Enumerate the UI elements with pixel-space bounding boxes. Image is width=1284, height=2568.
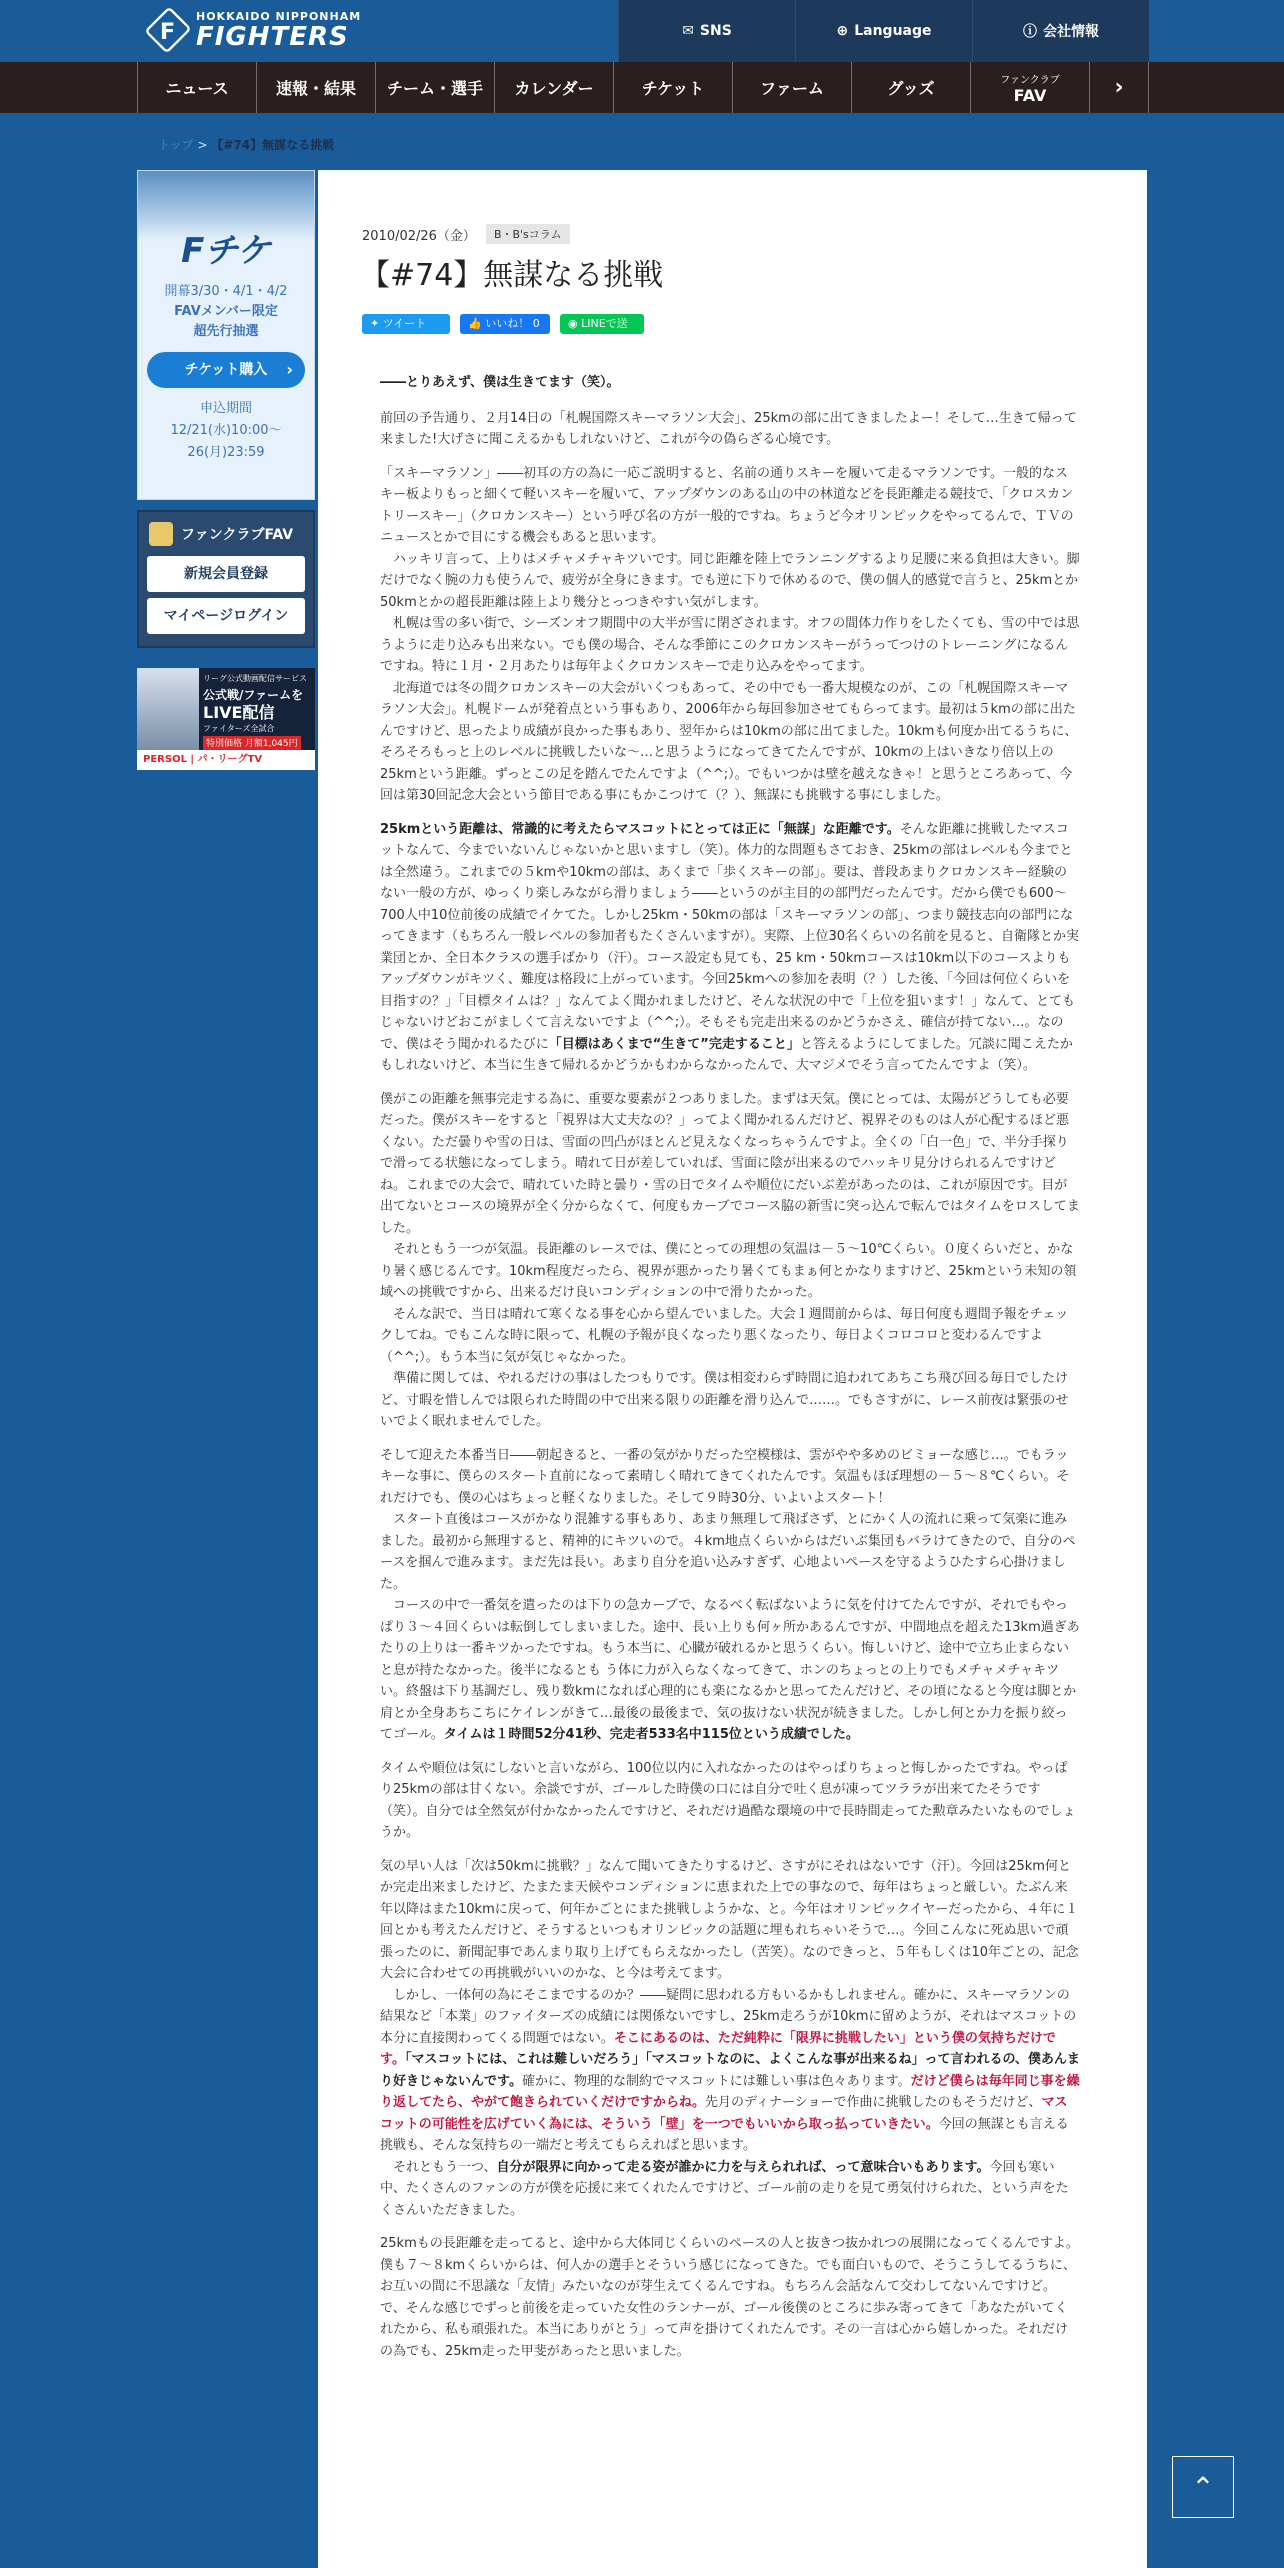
article-paragraph: 25kmという距離は、常識的に考えたらマスコットにとっては正に「無謀」な距離です。そんな距離に挑戦したマスコットなんて、今までいないんじゃないかと思いますし（笑）。体力的な問題もさておき、25kmの部はレベルも今までとは全然違う。これまでの５kmや10kmの部は、あくまで「歩くスキーの部」。要は、普段あまりクロカンスキー経験のない一般の方が、ゆっくり楽しみながら滑りましょう――というのが主目的の部門だったんです。だから僕でも600～700人中10位前後の成績でイケてた。しかし25km・50kmの部は「スキーマラソンの部」、つまり競技志向の部門になってきます（もちろん一般レベルの参加者もたくさんいますが）。実際、上位30名くらいの名前を見ると、自衛隊とか実業団とか、全日本クラスの選手ばかり（汗）。コース設定も見ても、25 km・50kmコースは10km以下のコースよりもアップダウンがキツく、難度は格段に上がっています。今回25kmへの参加を表明（？）した後、「今回は何位くらいを目指すの？」「目標タイムは？」なんてよく聞かれましたけど、そんな状況の中で「上位を狙います！」なんて、とてもじゃないけどおこがましくて言えないですよ（^^;）。そもそも完走出来るのかどうかさえ、確信が持てない…。なので、僕はそう聞かれるたびに「目標はあくまで“生きて”完走すること」と答えるようにしてました。冗談に聞こえたかもしれないけど、本当に生きて帰れるかどうかもわからなかったんで、大マジメでそう言ってたんですよ（笑）。 — [380, 821, 1080, 1073]
utility-language[interactable]: ⊕ Language — [795, 0, 972, 62]
globe-icon: ⊕ — [836, 23, 849, 39]
line-icon: ◉ — [568, 317, 582, 330]
pacific-league-tv-ad[interactable] — [137, 668, 315, 770]
register-button[interactable]: 新規会員登録 — [147, 556, 305, 592]
post-meta — [362, 224, 570, 244]
breadcrumb: トップ > 【#74】無謀なる挑戦 — [158, 138, 335, 152]
fanclub-box — [137, 510, 315, 648]
utility-company-info[interactable]: ⓘ 会社情報 — [972, 0, 1149, 62]
nav-item-results[interactable]: 速報・結果 — [256, 62, 375, 113]
ticket-lottery: 超先行抽選 — [193, 324, 259, 339]
article-paragraph: そして迎えた本番当日――朝起きると、一番の気がかりだった空模様は、雲がやや多めのビミョーな感じ…。でもラッキーな事に、僕らのスタート直前になって素晴しく晴れてきてくれたんです。気温もほぼ理想の－５～８℃くらい。それだけでも、僕の心はちょっと軽くなりました。そして９時30分、いよいよスタート！ スタート直後はコースがかなり混雑する事もあり、あまり無理して飛ばさず、とにかく人の流れに乗って気楽に進みました。最初から無理すると、精神的にキツいので。４km地点くらいからはだいぶ集団もバラけてきたので、自分のペースを掴んで進みます。まだ先は長い。あまり自分を追い込みすぎず、心地よいペースを守るようひたすら心掛けました。 コースの中で一番気を遣ったのは下りの急カーブで、なるべく転ばないように気を付けてたんですが、それでもやっぱり３～４回くらいは転倒してしまいました。途中、長い上りも何ヶ所かあるんですが、中間地点を超えた13km過ぎあたりの上りは一番キツかったですね。もう本当に、心臓が破れるかと思うくらい。悔しいけど、途中で立ち止まらないと息が持たなかった。後半になるとも う体に力が入らなくなってきて、ホンのちょっとの上りでもメチャメチャキツい。終盤は下り基調だし、残り数kmになれば心理的にも楽になるかと思ってたんだけど、その頃になると今度は脚とか肩とか全身あちこちにケイレンがきて…最後の最後まで、気の抜けない状況が続きました。しかし何とか力を振り絞ってゴール。タイムは１時間52分41秒、完走者533名中115位という成績でした。 — [380, 1447, 1080, 1742]
chevron-right-icon: › — [286, 360, 293, 379]
article-paragraph: 前回の予告通り、２月14日の「札幌国際スキーマラソン大会」、25kmの部に出てきましたよー！そして…生きて帰って来ました!大げさに聞こえるかもしれないけど、これが今の偽らざる心境です。 — [380, 410, 1077, 447]
nav-item-fanclub[interactable]: ファンクラブ FAV — [970, 62, 1089, 113]
share-buttons — [362, 314, 644, 350]
logo-small-text: HOKKAIDO NIPPONHAM — [196, 9, 362, 23]
site-logo[interactable] — [148, 8, 361, 52]
article-paragraph: 気の早い人は「次は50kmに挑戦？」なんて聞いてきたりするけど、さすがにそれはないです（汗）。今回は25km何とか完走出来ましたけど、たまたま天候やコンディションに恵まれた上での事なので、毎年はちょっと厳しい。たぶん来年以降はまた10kmに戻って、何年かごとにまた挑戦しようかな、と。今年はオリンピックイヤーだったから、４年に１回とかも考えたんだけど、そうするといつもオリンピックの話題に埋もれちゃいそうで…。今回こんなに死ぬ思いで頑張ったのに、新聞記事であんまり取り上げてもらえなかったし（苦笑）。なのできっと、５年もしくは10年ごとの、記念大会に合わせての再挑戦がいいのかな、と今は考えてます。 しかし、一体何の為にそこまでするのか？――疑問に思われる方もいるかもしれません。確かに、スキーマラソンの結果など「本業」のファイターズの成績には関係ないですし、25km走ろうが10kmに留めようが、それはマスコットの本分に直接関わってくる問題ではない。そこにあるのは、ただ純粋に「限界に挑戦したい」という僕の気持ちだけです。「マスコットには、これは難しいだろう」「マスコットなのに、よくこんな事が出来るね」って言われるの、僕あんまり好きじゃないんです。確かに、物理的な制約でマスコットには難しい事は色々あります。だけど僕らは毎年同じ事を繰り返してたら、やがて飽きられていくだけですからね。先月のディナーショーで作曲に挑戦したのもそうだけど、マスコットの可能性を広げていく為には、そういう「壁」を一つでもいいから取っ払っていきたい。今回の無謀とも言える挑戦も、そんな気持ちの一端だと考えてもらえればと思います。 それともう一つ、自分が限界に向かって走る姿が誰かに力を与えられれば、って意味合いもあります。今回も寒い中、たくさんのファンの方が僕を応援に来てくれたんですけど、ゴール前の走りを見て勇気付けられた、という声をたくさんいただきました。 — [380, 1858, 1080, 2218]
breadcrumb-current: 【#74】無謀なる挑戦 — [211, 138, 335, 152]
tweet-button[interactable]: ✦ ツイート — [362, 314, 450, 334]
utility-nav — [618, 0, 1149, 62]
breadcrumb-home[interactable]: トップ — [158, 138, 194, 152]
mypage-login-button[interactable]: マイページログイン — [147, 598, 305, 634]
ad-footer: PERSOL | パ・リーグTV — [137, 750, 315, 770]
ad-line4: ファイターズ全試合 — [203, 724, 275, 733]
article-paragraph: 僕がこの距離を無事完走する為に、重要な要素が２つありました。まずは天気。僕にとっては、太陽がどうしても必要だった。僕がスキーをすると「視界は大丈夫なの？」ってよく聞かれるんだけど、視界そのものは人が心配するほど悪くない。ただ曇りや雪の日は、雪面の凹凸がほとんど見えなくなっちゃうんですよ。全くの「白一色」で、半分手探りで滑ってる状態になってしまう。晴れて日が差していれば、雪面に陰が出来るのでハッキリ見分けられるんですけどね。これまでの大会で、晴れていた時と曇り・雪の日でタイムや順位にだいぶ差があったのは、これが原因です。目が出てないとコースの境界が全く分からなくて、何度もカーブでコース脇の新雪に突っ込んで転んではタイムをロスしてました。 それともう一つが気温。長距離のレースでは、僕にとっての理想の気温は－５～10℃くらい。０度くらいだと、かなり暑く感じるんです。10km程度だったら、視界が悪かったり暑くてもまぁ何とかなりますけど、25kmという未知の領域への挑戦ですから、出来るだけ良いコンディションの中で滑りたかった。 そんな訳で、当日は晴れて寒くなる事を心から望んでいました。大会１週間前からは、毎日何度も週間予報をチェックしてね。でもこんな時に限って、札幌の予報が良くなったり悪くなったり、毎日よくコロコロと変わるんですよ（^^;）。もう本当に気が気じゃなかった。 準備に関しては、やれるだけの事はしたつもりです。僕は相変わらず時間に追われてあちこち飛び回る毎日でしたけど、寸暇を惜しんでは限られた時間の中で出来る限りの距離を滑り込んで……。でもさすがに、レース前夜は緊張のせいでよく眠れませんでした。 — [380, 1091, 1080, 1429]
category-badge[interactable]: B・B'sコラム — [486, 224, 570, 244]
ticket-period-start: 12/21(水)10:00〜 — [170, 423, 282, 438]
post-date: 2010/02/26（金） — [362, 228, 476, 244]
nav-item-farm[interactable]: ファーム — [732, 62, 851, 113]
logo-big-text: FIGHTERS — [196, 21, 349, 52]
nav-item-news[interactable]: ニュース — [137, 62, 256, 113]
nav-item-goods[interactable]: グッズ — [851, 62, 970, 113]
ad-price: 特別価格 月額1,045円 — [203, 736, 301, 752]
fticket-logo: Fチケ — [181, 231, 271, 271]
nav-item-calendar[interactable]: カレンダー — [494, 62, 613, 113]
chat-icon: ✉ — [682, 23, 694, 39]
site-header — [0, 0, 1284, 62]
page-top-button[interactable]: ⌃ — [1172, 2456, 1234, 2518]
thumbs-up-icon: 👍 — [468, 317, 486, 330]
ad-line3: LIVE配信 — [203, 703, 275, 722]
ad-line2: 公式戦/ファームを — [203, 688, 304, 702]
ticket-opening-dates: 開幕3/30・4/1・4/2 — [164, 284, 288, 299]
facebook-like-button[interactable]: 👍 いいね！ 0 — [460, 314, 550, 334]
fanclub-title: ファンクラブFAV — [143, 518, 309, 550]
ticket-purchase-button[interactable]: チケット購入 › — [147, 352, 305, 388]
ticket-period-label: 申込期間 — [199, 401, 252, 416]
sidebar — [137, 170, 315, 770]
page-title: 【#74】無謀なる挑戦 — [360, 258, 664, 293]
article-paragraph: 「スキーマラソン」――初耳の方の為に一応ご説明すると、名前の通りスキーを履いて走るマラソンです。一般的なスキー板よりもっと細くて軽いスキーを履いて、アップダウンのある山の中の林道などを長距離走る競技で、「クロスカントリースキー」（クロカンスキー）という呼び名の方が一般的ですね。ちょうど今オリンピックをやってるんで、ＴＶのニュースとかで目にする機会もあると思います。 ハッキリ言って、上りはメチャメチャキツいです。同じ距離を陸上でランニングするより足腰に来る負担は大きい。脚だけでなく腕の力も使うんで、疲労が全身にきます。でも逆に下りで休めるので、僕の個人的感覚で言うと、25kmとか50kmとかの超長距離は陸上より幾分とっつきやすい気がします。 札幌は雪の多い街で、シーズンオフ期間中の大半が雪に閉ざされます。オフの間体力作りをしたくても、雪の中では思うように走り込みも出来ない。でも僕の場合、そんな季節にこのクロカンスキーがうってつけのトレーニングになるんですね。特に１月・２月あたりは毎年よくクロカンスキーで走り込みをやってます。 北海道では冬の間クロカンスキーの大会がいくつもあって、その中でも一番大規模なのが、この「札幌国際スキーマラソン大会」。札幌ドームが発着点という事もあり、2006年から毎回参加させてもらってます。最初は５kmの部に出たんですけど、思ったより成績が良かった事もあり、翌年からは10kmの部に出てました。10kmも何度か出てるうちに、そろそろもっと上のレベルに挑戦したいな～…と思うようになってきてたんですが、10kmの上はいきなり倍以上の25kmという距離。ずっとこの足を踏んでたんですよ（^^;）。でもいつかは壁を越えなきゃ！と思うところあって、今回は第30回記念大会という節目である事にもかこつけて（？）、無謀にも挑戦する事にしました。 — [380, 465, 1080, 803]
logo-mark-icon: F — [144, 6, 192, 54]
ticket-member-limited: FAVメンバー限定 — [174, 304, 278, 319]
nav-next-icon[interactable]: › — [1089, 62, 1149, 113]
player-image — [137, 668, 199, 750]
global-nav — [0, 62, 1284, 113]
ad-line1: リーグ公式動画配信サービス — [203, 674, 307, 683]
line-share-button[interactable]: ◉ LINEで送る — [560, 314, 644, 334]
article-paragraph: 25kmもの長距離を走ってると、途中から大体同じくらいのペースの人と抜きつ抜かれつの展開になってくるんですよ。僕も７～８kmくらいからは、何人かの選手とそういう感じになってきた。でも面白いもので、そうこうしてるうちに、お互いの間に不思議な「友情」みたいなのが芽生えてくるんですね。もちろん会話なんて交わしてないんですけど。で、そんな感じでずっと前後を走っていた女性のランナーが、ゴール後僕のところに歩み寄ってきて「あなたがいてくれたから、私も頑張れた。本当にありがとう」って声を掛けてくれたんです。その一言は心から嬉しかった。それだけの為でも、25km走った甲斐があったと思いました。 — [380, 2236, 1079, 2359]
nav-item-team[interactable]: チーム・選手 — [375, 62, 494, 113]
fav-logo-icon — [149, 522, 173, 546]
info-icon: ⓘ — [1023, 24, 1037, 40]
twitter-icon: ✦ — [370, 317, 383, 330]
article-main — [318, 170, 1147, 2568]
ticket-banner[interactable] — [137, 170, 315, 500]
article-body — [380, 372, 1080, 2374]
article-lead: ――とりあえず、僕は生きてます（笑）。 — [380, 375, 620, 390]
ticket-period-end: 26(月)23:59 — [187, 445, 265, 460]
article-paragraph: タイムや順位は気にしないと言いながら、100位以内に入れなかったのはやっぱりちょっと悔しかったですね。やっぱり25kmの部は甘くない。余談ですが、ゴールした時僕の口には自分で吐く息が凍ってツララが出来てたそうです（笑）。自分では全然気が付かなかったんですけど、それだけ過酷な環境の中で長時間走ってた勲章みたいなものでしょうか。 — [380, 1760, 1076, 1840]
utility-sns[interactable]: ✉ SNS — [618, 0, 795, 62]
nav-item-ticket[interactable]: チケット — [613, 62, 732, 113]
